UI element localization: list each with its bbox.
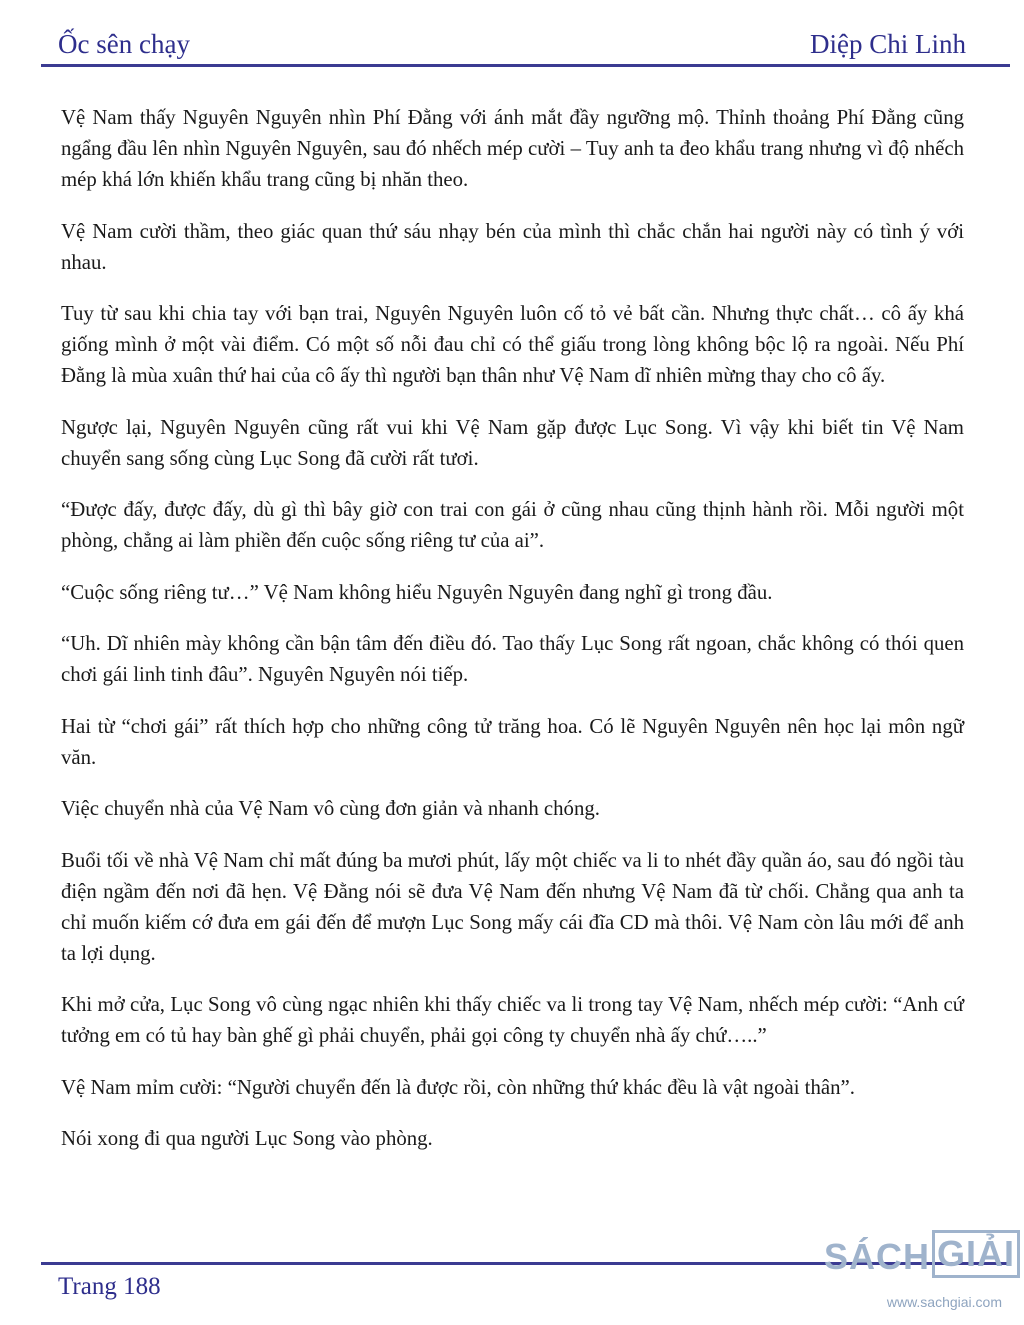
- paragraph: Buổi tối về nhà Vệ Nam chỉ mất đúng ba mươi phút, lấy một chiếc va li to nhét đầy quần áo, sau đó ngồi tàu điện ngầm đến nơi đã hẹn. Vệ Đằng nói sẽ đưa Vệ Nam đến nhưng Vệ Nam đã từ chối. Chẳng qua anh ta chỉ muốn kiếm cớ đưa em gái đến để mượn Lục Song mấy cái đĩa CD mà thôi. Vệ Nam còn lâu mới để anh ta lợi dụng.: [61, 848, 964, 965]
- watermark-brand-right: GIẢI: [932, 1230, 1020, 1278]
- paragraph: Việc chuyển nhà của Vệ Nam vô cùng đơn giản và nhanh chóng.: [61, 797, 600, 820]
- book-title: Ốc sên chạy: [58, 28, 190, 59]
- watermark-logo: [820, 1230, 1020, 1320]
- watermark-brand: [824, 1230, 1020, 1278]
- paragraph: Hai từ “chơi gái” rất thích hợp cho những công tử trăng hoa. Có lẽ Nguyên Nguyên nên học lại môn ngữ văn.: [61, 714, 964, 769]
- paragraph: Nói xong đi qua người Lục Song vào phòng.: [61, 1127, 433, 1150]
- paragraph: Tuy từ sau khi chia tay với bạn trai, Nguyên Nguyên luôn cố tỏ vẻ bất cần. Nhưng thực chất… cô ấy khá giống mình ở một vài điểm. Có một số nỗi đau chỉ có thể giấu trong lòng không bộc lộ ra ngoài. Nếu Phí Đằng là mùa xuân thứ hai của cô ấy thì người bạn thân như Vệ Nam dĩ nhiên mừng thay cho cô ấy.: [61, 302, 964, 387]
- paragraph: “Được đấy, được đấy, dù gì thì bây giờ con trai con gái ở cũng nhau cũng thịnh hành rồi. Mỗi người một phòng, chẳng ai làm phiền đến cuộc sống riêng tư của ai”.: [61, 498, 964, 552]
- page-header: [58, 24, 966, 64]
- paragraph: Vệ Nam thấy Nguyên Nguyên nhìn Phí Đằng với ánh mắt đầy ngưỡng mộ. Thỉnh thoảng Phí Đằng cũng ngẩng đầu lên nhìn Nguyên Nguyên, sau đó nhếch mép cười – Tuy anh ta đeo khẩu trang nhưng vì độ nhếch mép khá lớn khiến khẩu trang cũng bị nhăn theo.: [61, 106, 964, 191]
- paragraph: Vệ Nam cười thầm, theo giác quan thứ sáu nhạy bén của mình thì chắc chắn hai người này có tình ý với nhau.: [61, 219, 964, 274]
- header-divider: [41, 64, 1010, 67]
- watermark-url: www.sachgiai.com: [886, 1294, 1002, 1310]
- paragraph: Khi mở cửa, Lục Song vô cùng ngạc nhiên khi thấy chiếc va li trong tay Vệ Nam, nhếch mép cười: “Anh cứ tưởng em có tủ hay bàn ghế gì phải chuyển, phải gọi công ty chuyển nhà ấy chứ…..”: [61, 993, 964, 1047]
- page-body: [61, 102, 964, 1175]
- paragraph: Vệ Nam mỉm cười: “Người chuyển đến là được rồi, còn những thứ khác đều là vật ngoài thân”.: [61, 1075, 855, 1099]
- paragraph: Ngược lại, Nguyên Nguyên cũng rất vui khi Vệ Nam gặp được Lục Song. Vì vậy khi biết tin Vệ Nam chuyển sang sống cùng Lục Song đã cười rất tươi.: [61, 415, 964, 470]
- page-number: Trang 188: [58, 1273, 161, 1300]
- paragraph: “Uh. Dĩ nhiên mày không cần bận tâm đến điều đó. Tao thấy Lục Song rất ngoan, chắc không có thói quen chơi gái linh tinh đâu”. Nguyên Nguyên nói tiếp.: [61, 632, 964, 686]
- paragraph: “Cuộc sống riêng tư…” Vệ Nam không hiểu Nguyên Nguyên đang nghĩ gì trong đầu.: [61, 580, 773, 604]
- watermark-brand-left: SÁCH: [823, 1236, 930, 1277]
- author-name: Diệp Chi Linh: [810, 28, 966, 59]
